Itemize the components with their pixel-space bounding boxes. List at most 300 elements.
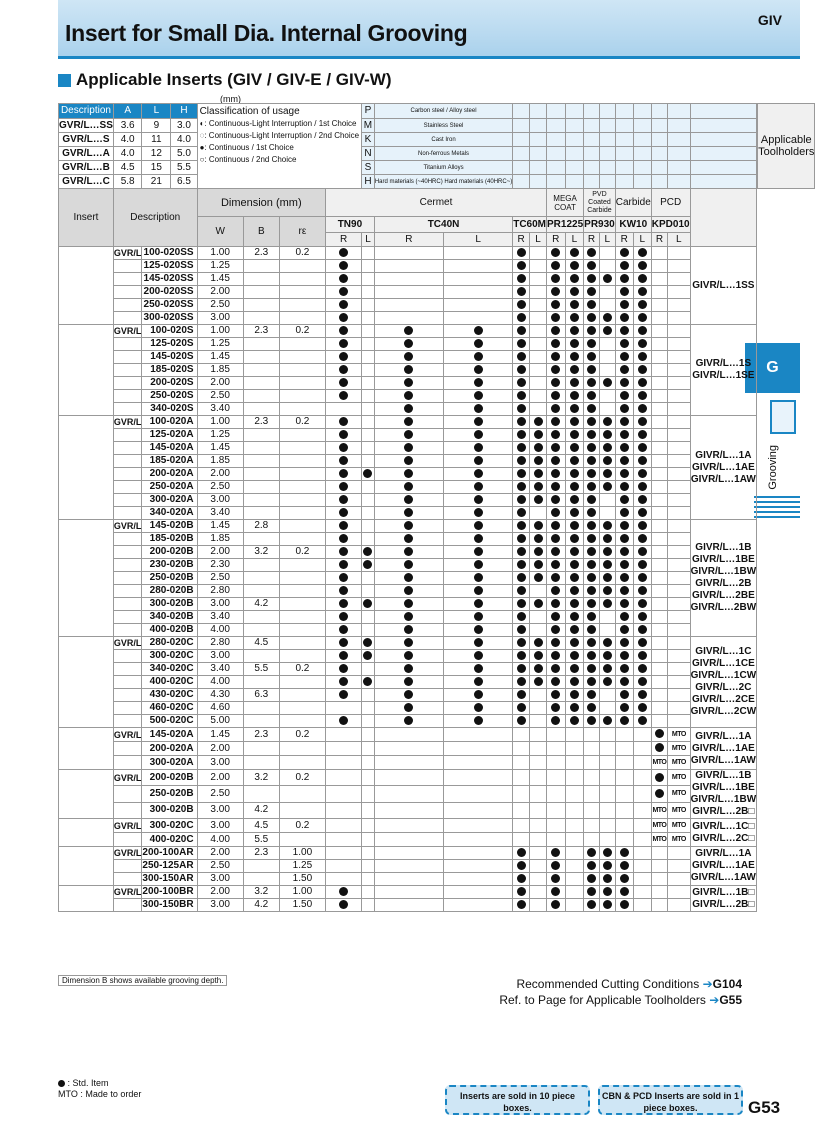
desc-prefix [113, 559, 142, 572]
std-dot-icon [620, 430, 629, 439]
dim-w-value: 1.00 [197, 416, 243, 429]
toolholders-link[interactable] [499, 992, 742, 1008]
std-dot-icon [638, 690, 647, 699]
mto-mark: MTO [652, 836, 667, 843]
grade-cell [374, 507, 443, 520]
holder-name: GIVR/L…1BW [690, 566, 757, 577]
dim-w-value: 5.00 [197, 715, 243, 728]
dim-re-value [279, 481, 325, 494]
std-dot-icon [339, 456, 348, 465]
grade-cell [615, 351, 633, 364]
std-dot-icon [517, 469, 526, 478]
std-dot-icon [551, 248, 560, 257]
hand-header: R [651, 233, 667, 247]
grade-cell [599, 481, 615, 494]
grade-cell [547, 364, 566, 377]
std-dot-icon [551, 417, 560, 426]
header-code: GIV [757, 12, 782, 28]
desc-code: 200-020A [142, 742, 197, 756]
grade-cell [615, 689, 633, 702]
dim-b-value [243, 742, 279, 756]
std-dot-icon [534, 495, 543, 504]
std-dot-icon [587, 547, 596, 556]
grade-cell [584, 416, 600, 429]
std-dot-icon [363, 638, 372, 647]
dim-b-value [243, 377, 279, 390]
table-row [59, 247, 815, 260]
std-dot-icon [603, 378, 612, 387]
std-dot-icon [551, 365, 560, 374]
table-cell [599, 175, 615, 189]
grade-cell [547, 663, 566, 676]
grade-cell [362, 650, 375, 663]
table-cell [690, 119, 757, 133]
table-cell [444, 728, 513, 742]
std-dot-icon [587, 287, 596, 296]
desc-prefix [113, 833, 142, 847]
grade-cell [565, 689, 584, 702]
std-dot-icon [474, 547, 483, 556]
std-dot-icon [551, 378, 560, 387]
std-dot-icon [587, 848, 596, 857]
std-dot-icon [570, 378, 579, 387]
grade-cell [513, 533, 530, 546]
grade-cell [362, 247, 375, 260]
grade-cell [584, 325, 600, 338]
grade-cell [599, 325, 615, 338]
grade-cell [444, 689, 513, 702]
grade-cell [530, 507, 547, 520]
grade-cell [444, 442, 513, 455]
grade-cell [444, 702, 513, 715]
std-dot-icon [339, 599, 348, 608]
grade-cell [444, 312, 513, 325]
grade-cell [584, 585, 600, 598]
dim-l: 11 [142, 133, 171, 147]
desc-code: 300-020C [142, 650, 197, 663]
std-dot-icon [587, 443, 596, 452]
std-dot-icon [587, 404, 596, 413]
std-dot-icon [517, 365, 526, 374]
table-cell [547, 819, 566, 833]
grade-cell [374, 390, 443, 403]
std-dot-icon [339, 534, 348, 543]
table-cell [584, 756, 600, 770]
table-cell [444, 770, 513, 786]
grade-cell [530, 325, 547, 338]
desc-code: 300-020B [142, 802, 197, 818]
grade-cell [668, 572, 690, 585]
grade-cell [547, 520, 566, 533]
table-cell [362, 786, 375, 802]
std-dot-icon [339, 469, 348, 478]
mto-mark: MTO [652, 806, 667, 814]
std-dot-icon [570, 573, 579, 582]
table-cell [547, 786, 566, 802]
grade-cell [565, 663, 584, 676]
table-cell [599, 161, 615, 175]
std-dot-icon [404, 677, 413, 686]
std-dot-icon [620, 274, 629, 283]
grade-cell [362, 481, 375, 494]
table-cell [599, 833, 615, 847]
grade-cell [599, 429, 615, 442]
grade-cell [599, 715, 615, 728]
grade-cell [530, 494, 547, 507]
grade-cell [565, 637, 584, 650]
legend-std: : Std. Item [67, 1078, 109, 1088]
std-dot-icon [620, 495, 629, 504]
grade-cell [530, 598, 547, 611]
desc-prefix [113, 351, 142, 364]
grade-cell [362, 273, 375, 286]
std-dot-icon [638, 573, 647, 582]
table-cell [530, 802, 547, 818]
table-row [59, 175, 815, 189]
material-code: H [362, 175, 375, 189]
std-dot-icon [570, 560, 579, 569]
grade-cell [530, 390, 547, 403]
desc-prefix [113, 585, 142, 598]
grade-cell [326, 715, 362, 728]
dim-w-value: 2.00 [197, 377, 243, 390]
desc-prefix [113, 650, 142, 663]
grade-cell [374, 689, 443, 702]
holder-name: GIVR/L…1AE [691, 461, 755, 473]
dim-l: 21 [142, 175, 171, 189]
std-dot-icon [517, 261, 526, 270]
holder-name: GIVR/L…1C [695, 646, 752, 657]
std-dot-icon [551, 900, 560, 909]
grade-cell [444, 429, 513, 442]
grade-cell [530, 533, 547, 546]
grade-cell [599, 650, 615, 663]
table-cell [633, 786, 651, 802]
table-cell [599, 728, 615, 742]
table-cell [565, 175, 584, 189]
grade-cell [547, 650, 566, 663]
desc-prefix [113, 533, 142, 546]
table-cell [615, 147, 633, 161]
grade-cell [584, 663, 600, 676]
grade-cell [633, 860, 651, 873]
std-dot-icon [587, 313, 596, 322]
table-cell [444, 756, 513, 770]
grade-cell [668, 860, 690, 873]
desc-prefix: GVR/L [113, 417, 142, 427]
grade-cell [584, 637, 600, 650]
grade-cell [615, 520, 633, 533]
grade-cell [599, 559, 615, 572]
grade-cell [668, 286, 690, 299]
std-dot-icon [570, 521, 579, 530]
dim-re-value [279, 585, 325, 598]
std-dot-icon [655, 773, 664, 782]
std-dot-icon [620, 313, 629, 322]
grade-cell [513, 899, 530, 912]
grade-cell [615, 507, 633, 520]
grade-cell [633, 611, 651, 624]
std-dot-icon [474, 495, 483, 504]
std-dot-icon [517, 352, 526, 361]
dim-w-value: 3.00 [197, 650, 243, 663]
grade-cell [565, 442, 584, 455]
grade-cell [326, 663, 362, 676]
grade-cell [584, 468, 600, 481]
table-cell [633, 161, 651, 175]
table-cell [374, 756, 443, 770]
std-dot-icon [534, 469, 543, 478]
desc-code: 280-020B [142, 585, 197, 598]
std-dot-icon [339, 690, 348, 699]
std-dot-icon [620, 677, 629, 686]
std-dot-icon [620, 690, 629, 699]
std-dot-icon [570, 326, 579, 335]
mto-mark: MTO [671, 836, 686, 843]
table-cell [615, 728, 633, 742]
grade-cell [444, 676, 513, 689]
grade-cell [599, 455, 615, 468]
table-row [59, 119, 815, 133]
grade-cell [444, 481, 513, 494]
grade-cell [615, 611, 633, 624]
std-dot-icon [638, 248, 647, 257]
table-row [59, 133, 815, 147]
dim-w-value: 3.40 [197, 611, 243, 624]
grade-cell [374, 650, 443, 663]
table-cell [615, 786, 633, 802]
std-dot-icon [570, 261, 579, 270]
grade-cell [326, 572, 362, 585]
table-cell [584, 819, 600, 833]
grade-cell [584, 702, 600, 715]
std-dot-icon [620, 573, 629, 582]
desc-code: 185-020B [142, 533, 197, 546]
mto-mark: MTO [671, 806, 686, 814]
std-dot-icon [339, 352, 348, 361]
holder-name: GIVR/L…1S [695, 358, 752, 369]
dim-re-value [279, 286, 325, 299]
std-dot-icon [587, 586, 596, 595]
std-dot-icon [474, 339, 483, 348]
insert-image-cell [59, 637, 114, 728]
grade-cell [633, 585, 651, 598]
material-code: P [362, 104, 375, 119]
desc-prefix: GVR/L [113, 848, 142, 858]
desc-code: 185-020A [142, 455, 197, 468]
std-dot-icon [551, 430, 560, 439]
std-dot-icon [587, 664, 596, 673]
grade-cell [530, 559, 547, 572]
table-cell [565, 728, 584, 742]
table-cell [362, 728, 375, 742]
mto-mark: MTO [652, 759, 667, 766]
dim-a: 4.0 [113, 147, 142, 161]
dim-w-value: 2.80 [197, 585, 243, 598]
grade-cell [599, 247, 615, 260]
std-dot-icon [339, 716, 348, 725]
table-cell [513, 147, 530, 161]
grade-cell [362, 689, 375, 702]
grade-cell [374, 377, 443, 390]
std-dot-icon [551, 274, 560, 283]
table-cell [584, 786, 600, 802]
grade-cell [326, 559, 362, 572]
grade-cell [565, 325, 584, 338]
std-dot-icon [534, 573, 543, 582]
table-cell [584, 833, 600, 847]
std-dot-icon [587, 900, 596, 909]
grade-cell [599, 351, 615, 364]
std-dot-icon [534, 599, 543, 608]
std-dot-icon [404, 391, 413, 400]
grade-cell [326, 390, 362, 403]
grade-cell [362, 624, 375, 637]
mto-mark: MTO [671, 774, 686, 782]
std-dot-icon [603, 861, 612, 870]
side-tab-g[interactable]: G [745, 343, 800, 393]
table-cell [565, 833, 584, 847]
grade-cell [584, 520, 600, 533]
std-dot-icon [474, 716, 483, 725]
dim-w-value: 1.45 [197, 728, 243, 742]
grade-cell [362, 663, 375, 676]
grade-cell [584, 455, 600, 468]
grade-cell [444, 546, 513, 559]
grade-cell [362, 429, 375, 442]
std-dot-icon [339, 612, 348, 621]
std-dot-icon [363, 599, 372, 608]
grade-cell [651, 585, 667, 598]
grade-cell [547, 273, 566, 286]
grade-cell [565, 520, 584, 533]
grade-cell [374, 273, 443, 286]
mto-mark: MTO [671, 759, 686, 766]
grade-cell [530, 455, 547, 468]
usage-title: Classification of usage [199, 106, 300, 117]
std-dot-icon [570, 300, 579, 309]
table-cell [565, 104, 584, 119]
grade-cell [565, 598, 584, 611]
std-dot-icon [339, 495, 348, 504]
desc-code: 340-020A [142, 507, 197, 520]
grade-cell [633, 650, 651, 663]
dim-desc: GVR/L…SS [59, 119, 113, 131]
grade-cell [326, 873, 362, 886]
dim-b-value: 3.2 [243, 546, 279, 559]
grade-cell [362, 364, 375, 377]
desc-prefix [113, 663, 142, 676]
dim-w-value: 2.50 [197, 860, 243, 873]
grade-cell [547, 494, 566, 507]
dim-h: 4.0 [171, 133, 197, 147]
grade-cell [633, 715, 651, 728]
std-dot-icon [517, 887, 526, 896]
table-cell [633, 104, 651, 119]
grade-cell [547, 572, 566, 585]
dim-re-value [279, 468, 325, 481]
grade-cell [530, 299, 547, 312]
desc-prefix [113, 802, 142, 818]
grade-cell [651, 520, 667, 533]
material-code: N [362, 147, 375, 161]
grade-cell [599, 416, 615, 429]
pcd-l [668, 756, 690, 770]
table-cell [513, 833, 530, 847]
grade-cell [547, 689, 566, 702]
std-dot-icon [363, 469, 372, 478]
grade-cell [362, 260, 375, 273]
grade-header: PR1225 [547, 217, 584, 233]
recommended-ref: G104 [712, 977, 742, 991]
grade-cell [668, 676, 690, 689]
std-dot-icon [517, 456, 526, 465]
grade-cell [668, 364, 690, 377]
grade-cell [615, 364, 633, 377]
std-dot-icon [655, 729, 664, 738]
grade-cell [374, 559, 443, 572]
grade-cell [326, 520, 362, 533]
grade-cell [444, 520, 513, 533]
legend-mto: MTO : Made to order [58, 1089, 142, 1099]
usage-text: : Continuous-Light Interruption / 2nd Choice [204, 131, 360, 140]
std-dot-icon [339, 274, 348, 283]
grade-cell [444, 585, 513, 598]
desc-prefix: GVR/L [113, 820, 142, 831]
grade-cell [651, 507, 667, 520]
holder-name: GIVR/L…1B [695, 770, 752, 781]
dim-w-value: 2.00 [197, 886, 243, 899]
grade-cell [599, 260, 615, 273]
std-dot-icon [551, 664, 560, 673]
std-dot-icon [551, 599, 560, 608]
grade-cell [444, 886, 513, 899]
holder-name: GIVR/L…2BW [690, 602, 757, 613]
recommended-link[interactable] [499, 976, 742, 992]
grade-cell [668, 299, 690, 312]
grade-cell [547, 611, 566, 624]
grade-cell [651, 247, 667, 260]
std-dot-icon [587, 573, 596, 582]
grade-cell [362, 312, 375, 325]
std-dot-icon [620, 874, 629, 883]
table-cell [513, 728, 530, 742]
grade-cell [565, 312, 584, 325]
toolholders-ref: G55 [719, 993, 742, 1007]
std-dot-icon [620, 887, 629, 896]
table-cell [530, 119, 547, 133]
grade-cell [444, 899, 513, 912]
std-dot-icon [474, 664, 483, 673]
std-dot-icon [474, 703, 483, 712]
dim-w-value: 4.30 [197, 689, 243, 702]
table-cell [362, 742, 375, 756]
std-dot-icon [551, 716, 560, 725]
grade-cell [615, 715, 633, 728]
dimension-b-note: Dimension B shows available grooving depth. [58, 975, 227, 986]
std-dot-icon [339, 573, 348, 582]
grade-cell [599, 847, 615, 860]
grade-cell [668, 403, 690, 416]
dim-w-value: 2.00 [197, 847, 243, 860]
dim-b-value: 2.3 [243, 728, 279, 742]
table-cell [513, 742, 530, 756]
std-dot-icon [517, 861, 526, 870]
desc-code: 300-020A [142, 494, 197, 507]
grade-cell [444, 390, 513, 403]
holder-name: GIVR/L…1B□ [692, 886, 755, 898]
dim-w-value: 3.00 [197, 873, 243, 886]
